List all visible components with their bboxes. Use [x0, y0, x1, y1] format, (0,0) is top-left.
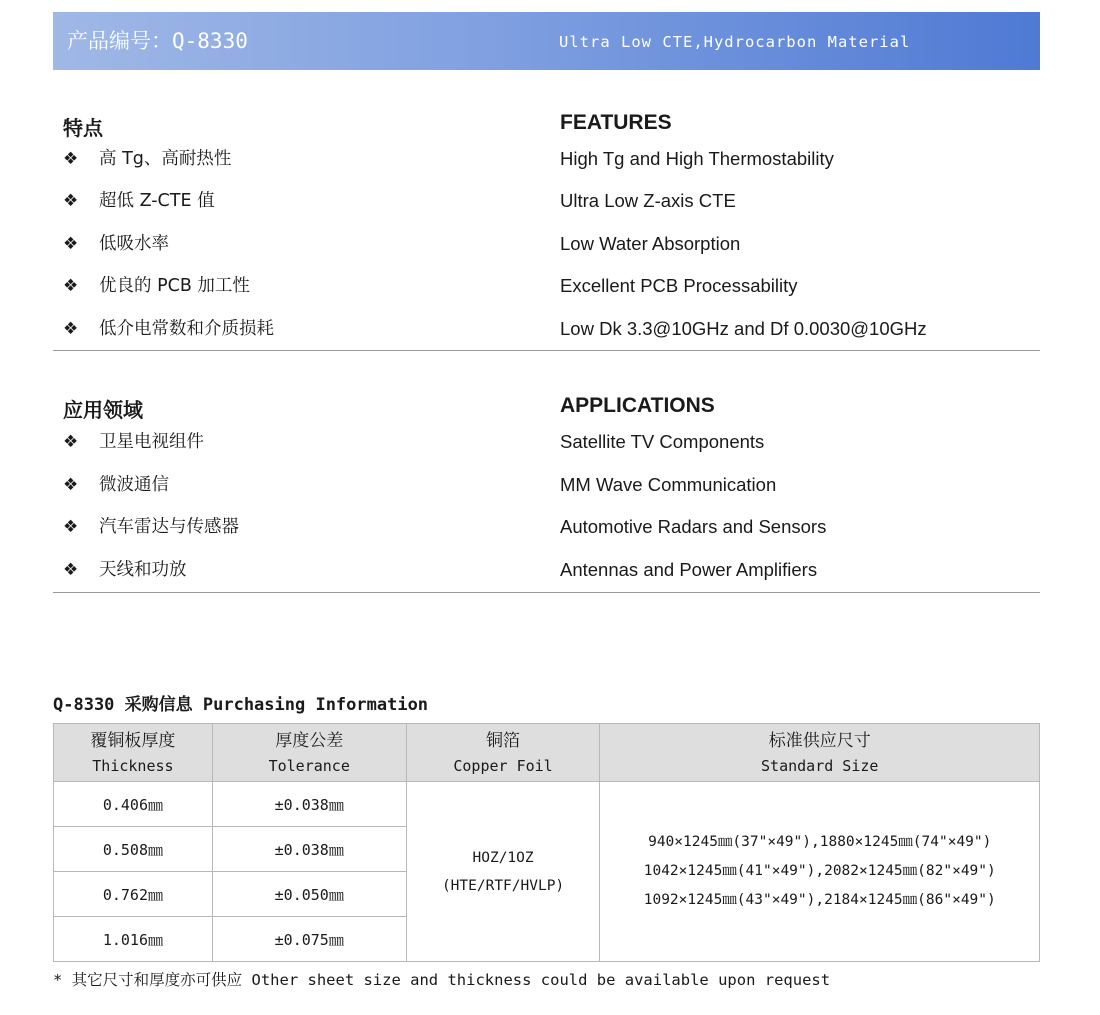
feature-en: High Tg and High Thermostability	[560, 148, 834, 169]
feature-cn: 高 Tg、高耐热性	[99, 149, 232, 169]
header-en: Copper Foil	[453, 756, 553, 775]
tolerance-cell: ±0.050㎜	[212, 872, 406, 917]
bullet-icon: ❖	[63, 319, 79, 339]
copper-foil-line: (HTE/RTF/HVLP)	[441, 877, 565, 894]
application-cn: 汽车雷达与传感器	[99, 517, 239, 537]
application-cn: 天线和功放	[99, 560, 187, 580]
footnote: * 其它尺寸和厚度亦可供应 Other sheet size and thickness could be available upon request	[53, 971, 831, 989]
bullet-icon: ❖	[63, 234, 79, 254]
features-title-en: FEATURES	[560, 111, 672, 134]
header-en: Standard Size	[761, 756, 879, 775]
applications-section	[53, 390, 1040, 590]
thickness-cell: 0.762㎜	[54, 872, 213, 917]
application-item	[53, 555, 1040, 585]
size-line: 940×1245㎜(37"×49"),1880×1245㎜(74"×49")	[648, 834, 992, 850]
size-line: 1042×1245㎜(41"×49"),2082×1245㎜(82"×49")	[643, 863, 996, 879]
application-item	[53, 512, 1040, 542]
tolerance-cell: ±0.038㎜	[212, 782, 406, 827]
header-thickness	[54, 724, 213, 782]
feature-cn: 低介电常数和介质损耗	[99, 319, 274, 339]
header-tolerance	[212, 724, 406, 782]
feature-item	[53, 144, 1040, 174]
application-cn: 卫星电视组件	[99, 432, 204, 452]
tolerance-cell: ±0.075㎜	[212, 917, 406, 962]
applications-title-cn: 应用领域	[63, 398, 143, 422]
header-cn: 标准供应尺寸	[768, 730, 871, 751]
bullet-icon: ❖	[63, 276, 79, 296]
feature-cn: 超低 Z-CTE 值	[99, 191, 215, 211]
feature-cn: 低吸水率	[99, 234, 169, 254]
divider	[53, 350, 1040, 351]
feature-item	[53, 229, 1040, 259]
feature-en: Low Water Absorption	[560, 233, 741, 254]
header-banner	[53, 12, 1040, 70]
feature-cn: 优良的 PCB 加工性	[99, 276, 250, 296]
header-copper-foil	[406, 724, 600, 782]
standard-size-cell	[600, 782, 1040, 962]
features-title-cn: 特点	[63, 116, 103, 140]
feature-en: Excellent PCB Processability	[560, 275, 798, 296]
bullet-icon: ❖	[63, 560, 79, 580]
divider	[53, 592, 1040, 593]
header-cn: 铜箔	[486, 730, 521, 751]
size-line: 1092×1245㎜(43"×49"),2184×1245㎜(86"×49")	[643, 892, 996, 908]
application-en: Satellite TV Components	[560, 431, 765, 452]
application-cn: 微波通信	[99, 475, 169, 495]
tolerance-cell: ±0.038㎜	[212, 827, 406, 872]
features-section	[53, 106, 1040, 346]
thickness-cell: 0.508㎜	[54, 827, 213, 872]
header-standard-size	[600, 724, 1040, 782]
header-en: Tolerance	[268, 756, 350, 775]
application-en: Antennas and Power Amplifiers	[560, 559, 818, 580]
table-row	[54, 782, 1040, 827]
bullet-icon: ❖	[63, 149, 79, 169]
product-tagline: Ultra Low CTE,Hydrocarbon Material	[559, 33, 911, 51]
feature-en: Ultra Low Z-axis CTE	[560, 190, 736, 211]
header-en: Thickness	[92, 756, 174, 775]
feature-item	[53, 186, 1040, 216]
purchasing-title: Q-8330 采购信息 Purchasing Information	[53, 695, 429, 715]
feature-item	[53, 271, 1040, 301]
applications-title-en: APPLICATIONS	[560, 394, 715, 417]
purchasing-table	[53, 723, 1040, 962]
header-cn: 厚度公差	[275, 730, 344, 751]
bullet-icon: ❖	[63, 475, 79, 495]
thickness-cell: 0.406㎜	[54, 782, 213, 827]
application-item	[53, 470, 1040, 500]
application-item	[53, 427, 1040, 457]
bullet-icon: ❖	[63, 517, 79, 537]
bullet-icon: ❖	[63, 432, 79, 452]
application-en: MM Wave Communication	[560, 474, 777, 495]
copper-foil-line: HOZ/1OZ	[472, 849, 534, 866]
bullet-icon: ❖	[63, 191, 79, 211]
feature-en: Low Dk 3.3@10GHz and Df 0.0030@10GHz	[560, 318, 927, 339]
product-code: 产品编号：Q-8330	[67, 29, 248, 53]
table-header-row	[54, 724, 1040, 782]
header-cn: 覆铜板厚度	[90, 730, 176, 751]
application-en: Automotive Radars and Sensors	[560, 516, 827, 537]
copper-foil-cell	[406, 782, 600, 962]
thickness-cell: 1.016㎜	[54, 917, 213, 962]
feature-item	[53, 314, 1040, 344]
